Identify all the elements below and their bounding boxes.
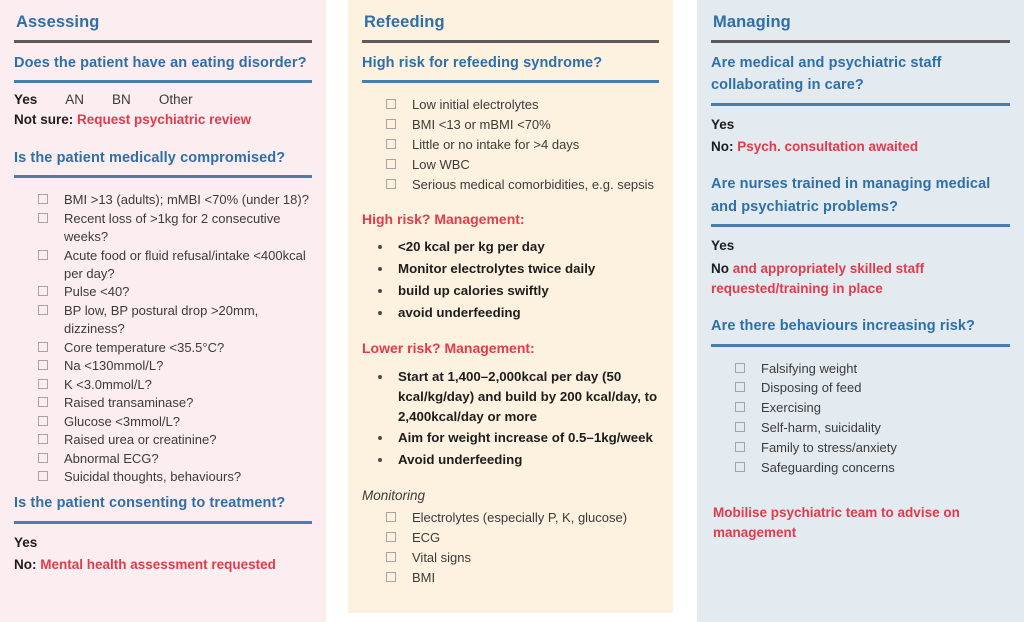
checklist-refeeding-risk bbox=[362, 92, 659, 201]
checkbox-icon[interactable] bbox=[735, 442, 745, 452]
list-item bbox=[376, 450, 659, 470]
checkbox-icon[interactable] bbox=[38, 342, 48, 352]
checkbox-icon[interactable] bbox=[38, 416, 48, 426]
list-item[interactable] bbox=[38, 302, 312, 339]
list-item-label: Vital signs bbox=[412, 550, 472, 565]
list-item[interactable] bbox=[38, 431, 312, 449]
answer-collaborating-no bbox=[711, 137, 1010, 159]
collaborating-no-action: Psych. consultation awaited bbox=[737, 139, 919, 155]
label-monitoring: Monitoring bbox=[362, 488, 426, 504]
checkbox-icon[interactable] bbox=[386, 552, 396, 562]
bullet-icon bbox=[378, 311, 382, 315]
list-item-label: BMI <13 or mBMI <70% bbox=[412, 117, 551, 133]
list-item[interactable] bbox=[386, 176, 659, 195]
list-item-label: Glucose <3mmol/L? bbox=[64, 413, 180, 429]
answer-nurses-no bbox=[711, 259, 1010, 302]
checkbox-icon[interactable] bbox=[735, 402, 745, 412]
bullets-high-risk-management bbox=[362, 231, 659, 331]
checkbox-icon[interactable] bbox=[38, 213, 48, 223]
question-eating-disorder: Does the patient have an eating disorder? bbox=[14, 55, 307, 71]
list-item-label: Little or no intake for >4 days bbox=[412, 137, 580, 153]
list-item[interactable] bbox=[38, 210, 312, 247]
list-item[interactable] bbox=[386, 569, 659, 588]
list-item-label: Raised urea or creatinine? bbox=[64, 432, 217, 448]
answer-bn[interactable]: BN bbox=[112, 92, 131, 108]
list-item bbox=[376, 237, 659, 257]
list-item bbox=[376, 259, 659, 279]
list-item[interactable] bbox=[38, 413, 312, 431]
panel-managing bbox=[697, 0, 1024, 622]
list-item-label: Serious medical comorbidities, e.g. sepsis bbox=[412, 176, 655, 192]
list-item[interactable] bbox=[38, 247, 312, 284]
column-gap bbox=[326, 0, 348, 622]
nurses-no-action: and appropriately skilled staff requested/training in place bbox=[711, 260, 925, 296]
list-item-label: Low WBC bbox=[412, 157, 470, 172]
list-item[interactable] bbox=[386, 529, 659, 548]
checkbox-icon[interactable] bbox=[38, 397, 48, 407]
consent-yes-label[interactable]: Yes bbox=[14, 534, 38, 550]
checkbox-icon[interactable] bbox=[38, 379, 48, 389]
list-item-label: BMI bbox=[412, 569, 436, 585]
list-item bbox=[376, 281, 659, 301]
list-item[interactable] bbox=[735, 360, 1010, 379]
list-item[interactable] bbox=[735, 439, 1010, 458]
collaborating-no-label[interactable]: No: bbox=[711, 139, 734, 155]
checkbox-icon[interactable] bbox=[735, 462, 745, 472]
answer-yes[interactable]: Yes bbox=[14, 92, 38, 108]
panel-title-assessing: Assessing bbox=[16, 13, 100, 31]
list-item[interactable] bbox=[38, 283, 312, 301]
answer-other[interactable]: Other bbox=[158, 92, 193, 108]
panel-title-managing: Managing bbox=[713, 13, 791, 31]
list-item-label: ECG bbox=[412, 530, 441, 546]
answer-consent-no bbox=[14, 555, 312, 577]
divider-blue bbox=[711, 224, 1010, 227]
checkbox-icon[interactable] bbox=[38, 471, 48, 481]
list-item-label: Suicidal thoughts, behaviours? bbox=[64, 468, 242, 484]
answer-options-row bbox=[14, 92, 312, 110]
list-item[interactable] bbox=[386, 116, 659, 135]
divider-blue bbox=[14, 175, 312, 178]
checkbox-icon[interactable] bbox=[386, 179, 396, 189]
answer-consent-yes bbox=[14, 533, 312, 555]
list-item-label: Falsifying weight bbox=[761, 360, 858, 376]
checklist-monitoring bbox=[362, 505, 659, 594]
checkbox-icon[interactable] bbox=[735, 422, 745, 432]
checkbox-icon[interactable] bbox=[735, 363, 745, 373]
answer-collaborating-yes bbox=[711, 115, 1010, 137]
checkbox-icon[interactable] bbox=[38, 360, 48, 370]
divider-blue bbox=[14, 521, 312, 524]
nurses-no-label[interactable]: No bbox=[711, 260, 729, 276]
list-item bbox=[376, 367, 659, 427]
list-item-label: K <3.0mmol/L? bbox=[64, 376, 152, 392]
list-item-label: Pulse <40? bbox=[64, 284, 130, 300]
heading-high-risk-management: High risk? Management: bbox=[362, 210, 525, 227]
bullet-icon bbox=[378, 289, 382, 293]
list-item-label: BMI >13 (adults); mMBI <70% (under 18)? bbox=[64, 192, 309, 208]
footer-action-mobilise-team: Mobilise psychiatric team to advise on management bbox=[713, 504, 960, 540]
list-item-label: Disposing of feed bbox=[761, 380, 862, 396]
checkbox-icon[interactable] bbox=[386, 572, 396, 582]
list-item-label: Exercising bbox=[761, 400, 821, 416]
list-item-label: Electrolytes (especially P, K, glucose) bbox=[412, 510, 628, 526]
list-item-label: Monitor electrolytes twice daily bbox=[398, 261, 596, 277]
list-item[interactable] bbox=[38, 468, 312, 486]
list-item-label: Family to stress/anxiety bbox=[761, 439, 897, 455]
checkbox-icon[interactable] bbox=[386, 99, 396, 109]
checkbox-icon[interactable] bbox=[735, 382, 745, 392]
list-item[interactable] bbox=[38, 357, 312, 375]
list-item[interactable] bbox=[386, 156, 659, 175]
list-item-label: Start at 1,400–2,000kcal per day (50 kcal/kg/day) and build by 200 kcal/day, to 2,400kcal/day or more bbox=[398, 368, 658, 424]
nurses-yes-label[interactable]: Yes bbox=[711, 238, 735, 254]
list-item bbox=[376, 428, 659, 448]
checklist-risk-behaviours bbox=[711, 356, 1010, 485]
list-item[interactable] bbox=[386, 509, 659, 528]
list-item bbox=[376, 303, 659, 323]
panel-title-refeeding: Refeeding bbox=[364, 13, 445, 31]
list-item-label: Acute food or fluid refusal/intake <400kcal per day? bbox=[64, 247, 306, 281]
panel-assessing bbox=[0, 0, 326, 622]
list-item-label: Low initial electrolytes bbox=[412, 97, 539, 113]
checkbox-icon[interactable] bbox=[386, 139, 396, 149]
checkbox-icon[interactable] bbox=[38, 194, 48, 204]
list-item-label: Core temperature <35.5°C? bbox=[64, 339, 225, 355]
bullet-icon bbox=[378, 436, 382, 440]
bullet-icon bbox=[378, 458, 382, 462]
list-item[interactable] bbox=[386, 96, 659, 115]
checkbox-icon[interactable] bbox=[386, 512, 396, 522]
answer-not-sure-row bbox=[14, 110, 312, 132]
checkbox-icon[interactable] bbox=[38, 453, 48, 463]
list-item[interactable] bbox=[38, 394, 312, 412]
list-item-label: Na <130mmol/L? bbox=[64, 358, 164, 374]
list-item[interactable] bbox=[735, 379, 1010, 398]
divider-dark bbox=[362, 40, 659, 43]
bullet-icon bbox=[378, 267, 382, 271]
list-item-label: <20 kcal per kg per day bbox=[398, 239, 545, 255]
bullet-icon bbox=[378, 245, 382, 249]
divider-blue bbox=[14, 80, 312, 83]
checkbox-icon[interactable] bbox=[38, 286, 48, 296]
question-consenting-treatment: Is the patient consenting to treatment? bbox=[14, 495, 286, 512]
checkbox-icon[interactable] bbox=[38, 305, 48, 315]
heading-lower-risk-management: Lower risk? Management: bbox=[362, 340, 535, 357]
list-item-label: Abnormal ECG? bbox=[64, 450, 159, 466]
list-item-label: Self-harm, suicidality bbox=[761, 420, 881, 436]
bullet-icon bbox=[378, 375, 382, 379]
checkbox-icon[interactable] bbox=[386, 532, 396, 542]
question-high-risk-refeeding: High risk for refeeding syndrome? bbox=[362, 55, 603, 71]
list-item[interactable] bbox=[38, 450, 312, 468]
list-item-label: Avoid underfeeding bbox=[398, 452, 523, 468]
question-staff-collaborating: Are medical and psychiatric staff collaborating in care? bbox=[711, 55, 942, 94]
checklist-medically-compromised bbox=[14, 187, 312, 492]
consent-no-label[interactable]: No: bbox=[14, 557, 37, 573]
list-item-label: BP low, BP postural drop >20mm, dizziness? bbox=[64, 302, 259, 337]
list-item[interactable] bbox=[38, 339, 312, 357]
divider-dark bbox=[14, 40, 312, 43]
not-sure-label: Not sure: bbox=[14, 112, 74, 128]
list-item-label: Safeguarding concerns bbox=[761, 459, 895, 475]
list-item[interactable] bbox=[38, 191, 312, 209]
question-medically-compromised: Is the patient medically compromised? bbox=[14, 149, 286, 166]
list-item[interactable] bbox=[386, 549, 659, 568]
checkbox-icon[interactable] bbox=[38, 434, 48, 444]
not-sure-action: Request psychiatric review bbox=[77, 112, 252, 128]
checkbox-icon[interactable] bbox=[38, 250, 48, 260]
list-item-label: avoid underfeeding bbox=[398, 305, 521, 321]
collaborating-yes-label[interactable]: Yes bbox=[711, 116, 735, 132]
answer-an[interactable]: AN bbox=[65, 92, 85, 108]
list-item[interactable] bbox=[38, 376, 312, 394]
question-behaviours-risk: Are there behaviours increasing risk? bbox=[711, 318, 975, 335]
list-item[interactable] bbox=[386, 136, 659, 155]
checkbox-icon[interactable] bbox=[386, 159, 396, 169]
question-nurses-trained: Are nurses trained in managing medical and psychiatric problems? bbox=[711, 176, 991, 215]
list-item[interactable] bbox=[735, 419, 1010, 438]
list-item[interactable] bbox=[735, 399, 1010, 418]
column-gap bbox=[673, 0, 697, 622]
bullets-lower-risk-management bbox=[362, 361, 659, 479]
list-item-label: Aim for weight increase of 0.5–1kg/week bbox=[398, 430, 653, 446]
divider-blue bbox=[362, 80, 659, 83]
answer-nurses-yes bbox=[711, 236, 1010, 258]
divider-blue bbox=[711, 344, 1010, 347]
divider-blue bbox=[711, 103, 1010, 106]
list-item-label: Raised transaminase? bbox=[64, 395, 194, 411]
list-item-label: build up calories swiftly bbox=[398, 283, 549, 299]
divider-dark bbox=[711, 40, 1010, 43]
checkbox-icon[interactable] bbox=[386, 119, 396, 129]
list-item[interactable] bbox=[735, 459, 1010, 478]
consent-no-action: Mental health assessment requested bbox=[40, 557, 276, 573]
panel-refeeding bbox=[348, 0, 673, 613]
list-item-label: Recent loss of >1kg for 2 consecutive weeks? bbox=[64, 210, 281, 245]
